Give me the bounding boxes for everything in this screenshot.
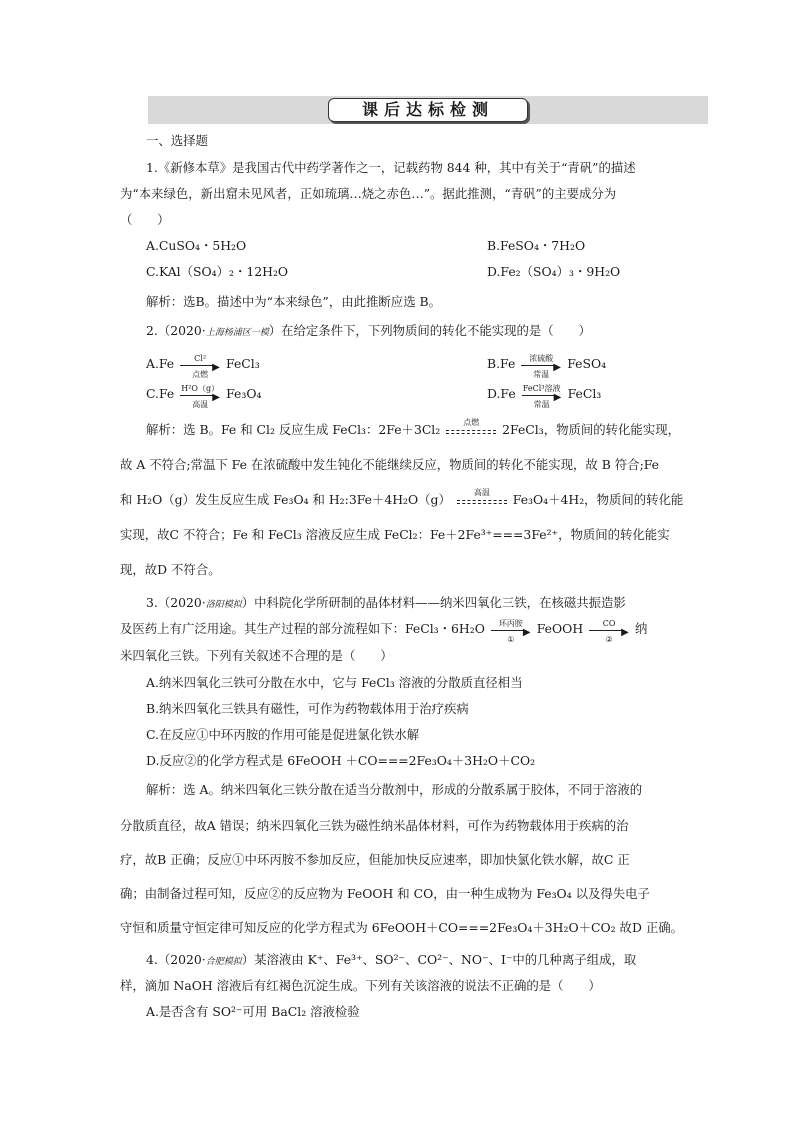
q2-number: 2.（2020· [146, 323, 206, 338]
arrow-condition-bottom: 常温 [533, 399, 550, 409]
q1-line-2: 为“本来绿色，新出窟未见风者，正如琉璃…烧之赤色…”。据此推测，“青矾”的主要成分为 [120, 186, 617, 201]
arrow-condition-bottom: ② [605, 634, 613, 644]
reaction-arrow: FeCl³溶液 ▶ 常温 [522, 387, 562, 403]
q3-option-d: D.反应②的化学方程式是 6FeOOH ＋CO===2Fe₃O₄＋3H₂O＋CO₂ [146, 753, 536, 768]
q4-option-a: A.是否含有 SO²⁻可用 BaCl₂ 溶液检验 [146, 1004, 360, 1019]
section-banner [148, 96, 708, 124]
arrow-condition-top: Cl² [194, 353, 207, 363]
q2-answer-line-3 [120, 487, 684, 509]
q4-number: 4.（2020· [146, 952, 206, 967]
arrow-condition-bottom: ① [507, 634, 515, 644]
q2-option-c-reactant: C.Fe [146, 386, 175, 401]
q1-option-d: D.Fe₂（SO₄）₃・9H₂O [487, 264, 621, 279]
arrow-condition-top: 环丙胺 [498, 618, 523, 628]
q4-question: ）某溶液由 K⁺、Fe³⁺、SO²⁻、CO²⁻、NO⁻、I⁻中的几种离子组成，取 [241, 952, 637, 967]
intermediate-product: FeOOH [536, 621, 584, 636]
q2-option-c [146, 383, 262, 409]
q3-answer-line-2: 分散质直径，故A 错误；纳米四氧化三铁为磁性纳米晶体材料，可作为药物载体用于疾病的治 [120, 818, 629, 833]
banner-title: 课后达标检测 [328, 98, 528, 122]
reaction-equals [446, 417, 496, 439]
answer-text: 解析：选 B。Fe 和 Cl₂ 反应生成 FeCl₃：2Fe＋3Cl₂ [146, 422, 441, 437]
answer-text: 和 H₂O（g）发生反应生成 Fe₃O₄ 和 H₂:3Fe＋4H₂O（g） [120, 492, 451, 507]
arrow-condition-bottom: 点燃 [192, 369, 209, 379]
q2-answer-line-1 [146, 417, 680, 439]
q3-line-2 [120, 618, 648, 644]
q3-source: 洛阳模拟 [205, 600, 242, 610]
q1-line-1: 1.《新修本草》是我国古代中药学著作之一，记载药物 844 种，其中有关于“青矾”的描述 [146, 160, 636, 175]
q3-line-3: 米四氧化三铁。下列有关叙述不合理的是（ ） [120, 648, 393, 663]
q3-answer-line-4: 确；由制备过程可知，反应②的反应物为 FeOOH 和 CO，由一种生成物为 Fe₃O₄ 以及得失电子 [120, 886, 650, 901]
q2-option-a [146, 353, 260, 379]
arrow-condition-bottom: 高温 [192, 399, 209, 409]
arrow-condition-top: H²O（g） [181, 383, 220, 393]
q3-option-a: A.纳米四氧化三铁可分散在水中，它与 FeCl₃ 溶液的分散质直径相当 [146, 675, 523, 690]
q3-answer-line-3: 疗，故B 正确；反应①中环丙胺不参加反应，但能加快反应速率，即加快氯化铁水解，故C 正 [120, 852, 630, 867]
q4-line-2: 样，滴加 NaOH 溶液后有红褐色沉淀生成。下列有关该溶液的说法不正确的是（ ） [120, 978, 601, 993]
q4-source: 合肥模拟 [205, 957, 242, 967]
question-text: 及医药上有广泛用途。其生产过程的部分流程如下：FeCl₃・6H₂O [120, 621, 485, 636]
q1-line-3: （ ） [120, 212, 170, 227]
q2-answer-line-2: 故 A 不符合;常温下 Fe 在浓硫酸中发生钝化不能继续反应，物质间的转化不能实现，故 B 符合;Fe [120, 457, 659, 472]
reaction-arrow: 浓硫酸 ▶ 常温 [521, 357, 561, 373]
q2-answer-line-4: 实现，故C 不符合；Fe 和 FeCl₃ 溶液反应生成 FeCl₂：Fe＋2Fe³⁺===3Fe²⁺，物质间的转化能实 [120, 527, 670, 542]
arrow-condition-top: CO [602, 618, 616, 628]
q3-option-b: B.纳米四氧化三铁具有磁性，可作为药物载体用于治疗疾病 [146, 701, 469, 716]
q2-option-d-product: FeCl₃ [567, 386, 602, 401]
q3-answer-line-1: 解析：选 A。纳米四氧化三铁分散在适当分散剂中，形成的分散系属于胶体，不同于溶液的 [146, 782, 643, 797]
q4-stem [146, 952, 636, 970]
q2-stem [146, 323, 591, 341]
q3-stem [146, 595, 626, 613]
q2-option-b-product: FeSO₄ [567, 356, 607, 371]
q2-question: ）在给定条件下，下列物质间的转化不能实现的是（ ） [268, 323, 591, 338]
q1-answer: 解析：选B。描述中为“本来绿色”，由此推断应选 B。 [146, 294, 442, 309]
q2-option-c-product: Fe₃O₄ [226, 386, 262, 401]
section-heading: 一、选择题 [146, 133, 208, 148]
q2-answer-line-5: 现，故D 不符合。 [120, 562, 221, 577]
q1-option-a: A.CuSO₄・5H₂O [146, 238, 247, 253]
equation-condition: 高温 [473, 487, 490, 497]
q1-option-b: B.FeSO₄・7H₂O [487, 238, 586, 253]
answer-text: 2FeCl₃，物质间的转化能实现， [502, 422, 680, 437]
reaction-arrow: 环丙胺 ▶ ① [491, 622, 531, 638]
q2-option-d-reactant: D.Fe [487, 386, 516, 401]
reaction-arrow: Cl² ▶ 点燃 [180, 357, 220, 373]
answer-text: Fe₃O₄＋4H₂，物质间的转化能 [512, 492, 684, 507]
q3-question: ）中科院化学所研制的晶体材料——纳米四氧化三铁，在核磁共振造影 [241, 595, 626, 610]
question-text: 纳 [635, 621, 648, 636]
reaction-arrow: H²O（g） ▶ 高温 [180, 387, 220, 403]
q2-option-d [487, 383, 602, 409]
reaction-arrow: CO ▶ ② [589, 622, 629, 638]
q3-number: 3.（2020· [146, 595, 206, 610]
q2-source: 上海杨浦区一模 [205, 328, 269, 338]
q2-option-a-reactant: A.Fe [146, 356, 175, 371]
q3-option-c: C.在反应①中环丙胺的作用可能是促进氯化铁水解 [146, 727, 420, 742]
equation-condition: 点燃 [463, 417, 480, 427]
q1-option-c: C.KAl（SO₄）₂・12H₂O [146, 264, 289, 279]
q2-option-b-reactant: B.Fe [487, 356, 516, 371]
arrow-condition-top: FeCl³溶液 [522, 383, 561, 393]
q2-option-a-product: FeCl₃ [226, 356, 260, 371]
q2-option-b [487, 353, 607, 379]
reaction-equals [457, 487, 507, 509]
arrow-condition-bottom: 常温 [533, 369, 550, 379]
arrow-condition-top: 浓硫酸 [529, 353, 554, 363]
q3-answer-line-5: 守恒和质量守恒定律可知反应的化学方程式为 6FeOOH＋CO===2Fe₃O₄＋3H₂O＋CO₂ 故D 正确。 [120, 920, 683, 935]
